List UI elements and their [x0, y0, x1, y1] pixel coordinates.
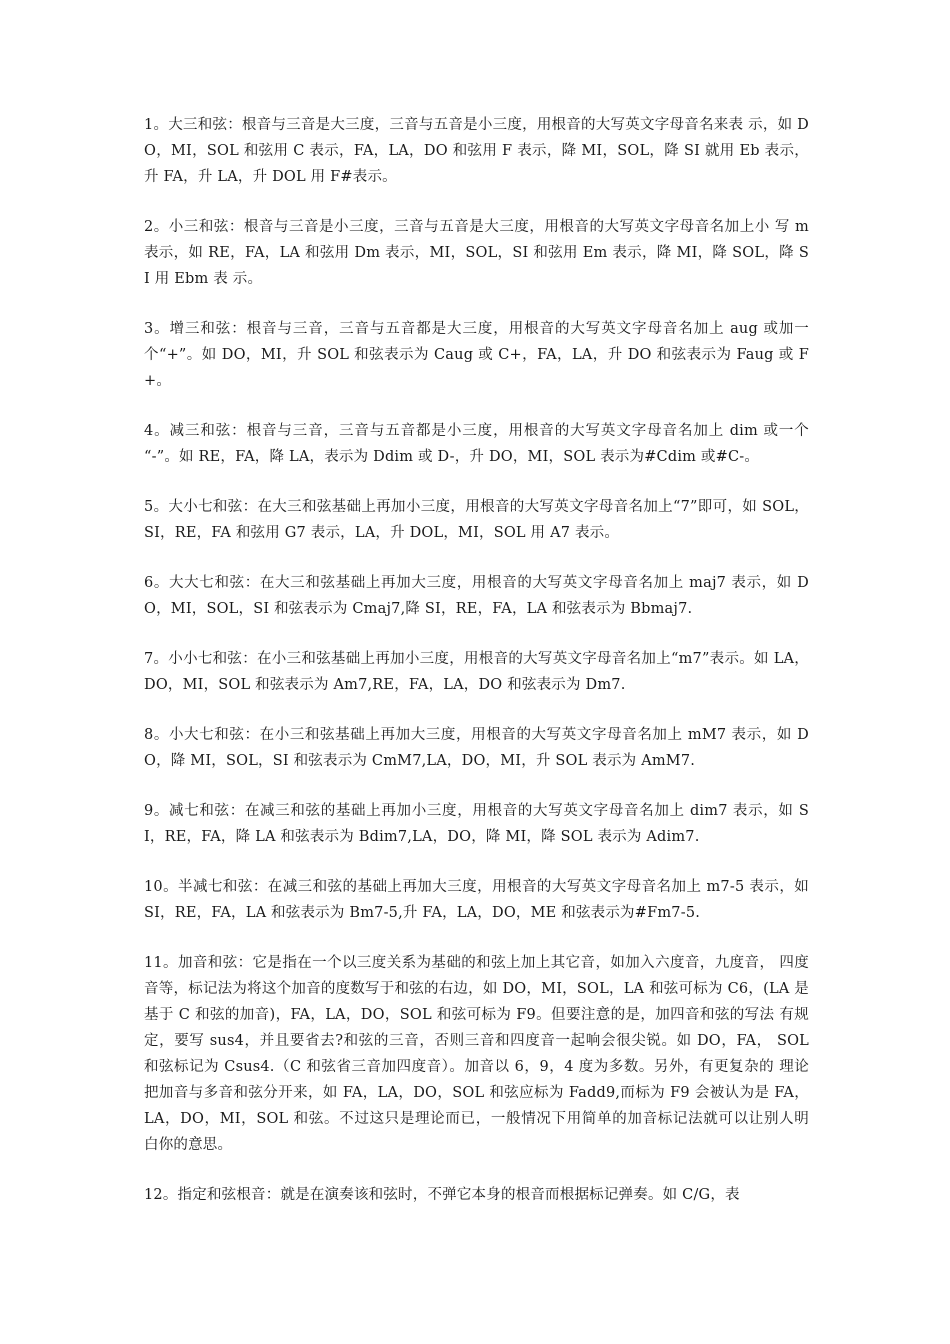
paragraph-major-seventh: 6。大大七和弦：在大三和弦基础上再加大三度，用根音的大写英文字母音名加上 maj7 表示，如 DO，MI，SOL，SI 和弦表示为 Cmaj7,降 SI，RE，FA，LA 和弦表示为 Bbmaj7. — [144, 575, 809, 617]
paragraph-major-triad: 1。大三和弦：根音与三音是大三度，三音与五音是小三度，用根音的大写英文字母音名来表 示，如 DO，MI，SOL 和弦用 C 表示，FA，LA，DO 和弦用 F 表示，降 MI，SOL，降 SI 就用 Eb 表示，升 FA，升 LA，升 DOL 用 F#表示。 — [144, 117, 809, 185]
paragraph-minor-major-seventh: 8。小大七和弦：在小三和弦基础上再加大三度，用根音的大写英文字母音名加上 mM7 表示，如 DO，降 MI，SOL，SI 和弦表示为 CmM7,LA，DO，MI，升 SOL 表示为 AmM7. — [144, 727, 809, 769]
document-body — [144, 112, 809, 1232]
paragraph-diminished-seventh: 9。减七和弦：在减三和弦的基础上再加小三度，用根音的大写英文字母音名加上 dim7 表示，如 SI，RE，FA，降 LA 和弦表示为 Bdim7,LA，DO，降 MI，降 SOL 表示为 Adim7. — [144, 803, 809, 845]
paragraph-minor-triad: 2。小三和弦：根音与三音是小三度，三音与五音是大三度，用根音的大写英文字母音名加上小 写 m 表示，如 RE，FA，LA 和弦用 Dm 表示，MI，SOL，SI 和弦用 Em 表示，降 MI，降 SOL，降 SI 用 Ebm 表 示。 — [144, 219, 809, 287]
paragraph-diminished-triad: 4。减三和弦：根音与三音，三音与五音都是小三度，用根音的大写英文字母音名加上 dim 或一个 “-”。如 RE，FA，降 LA，表示为 Ddim 或 D-，升 DO，MI，SOL 表示为#Cdim 或#C-。 — [144, 423, 809, 465]
paragraph-half-diminished-seventh: 10。半减七和弦：在减三和弦的基础上再加大三度，用根音的大写英文字母音名加上 m7-5 表示，如 SI，RE，FA，LA 和弦表示为 Bm7-5,升 FA，LA，DO，ME 和弦表示为#Fm7-5. — [144, 879, 809, 921]
paragraph-dominant-seventh: 5。大小七和弦：在大三和弦基础上再加小三度，用根音的大写英文字母音名加上“7”即可，如 SOL，SI，RE，FA 和弦用 G7 表示，LA，升 DOL，MI，SOL 用 A7 表示。 — [144, 499, 809, 541]
paragraph-added-tone-chord: 11。加音和弦：它是指在一个以三度关系为基础的和弦上加上其它音，如加入六度音，九度音， 四度音等，标记法为将这个加音的度数写于和弦的右边，如 DO，MI，SOL，LA 和弦可标为 C6，(LA 是基于 C 和弦的加音)，FA，LA，DO，SOL 和弦可标为 F9。但要注意的是，加四音和弦的写法 有规定，要写 sus4，并且要省去?和弦的三音，否则三音和四度音一起响会很尖锐。如 DO，FA， SOL 和弦标记为 Csus4.（C 和弦省三音加四度音）。加音以 6，9，4 度为多数。另外，有更复杂的 理论把加音与多音和弦分开来，如 FA，LA，DO，SOL 和弦应标为 Fadd9,而标为 F9 会被认为是 FA， LA，DO，MI，SOL 和弦。不过这只是理论而已，一般情况下用简单的加音标记法就可以让别人明 白你的意思。 — [144, 955, 809, 1153]
paragraph-augmented-triad: 3。增三和弦：根音与三音，三音与五音都是大三度，用根音的大写英文字母音名加上 aug 或加一 个“+”。如 DO，MI，升 SOL 和弦表示为 Caug 或 C+，FA，LA，升 DO 和弦表示为 Faug 或 F+。 — [144, 321, 809, 389]
paragraph-slash-chord: 12。指定和弦根音：就是在演奏该和弦时，不弹它本身的根音而根据标记弹奏。如 C/G，表 — [144, 1187, 740, 1203]
paragraph-minor-seventh: 7。小小七和弦：在小三和弦基础上再加小三度，用根音的大写英文字母音名加上“m7”表示。如 LA，DO，MI，SOL 和弦表示为 Am7,RE，FA，LA，DO 和弦表示为 Dm7. — [144, 651, 809, 693]
